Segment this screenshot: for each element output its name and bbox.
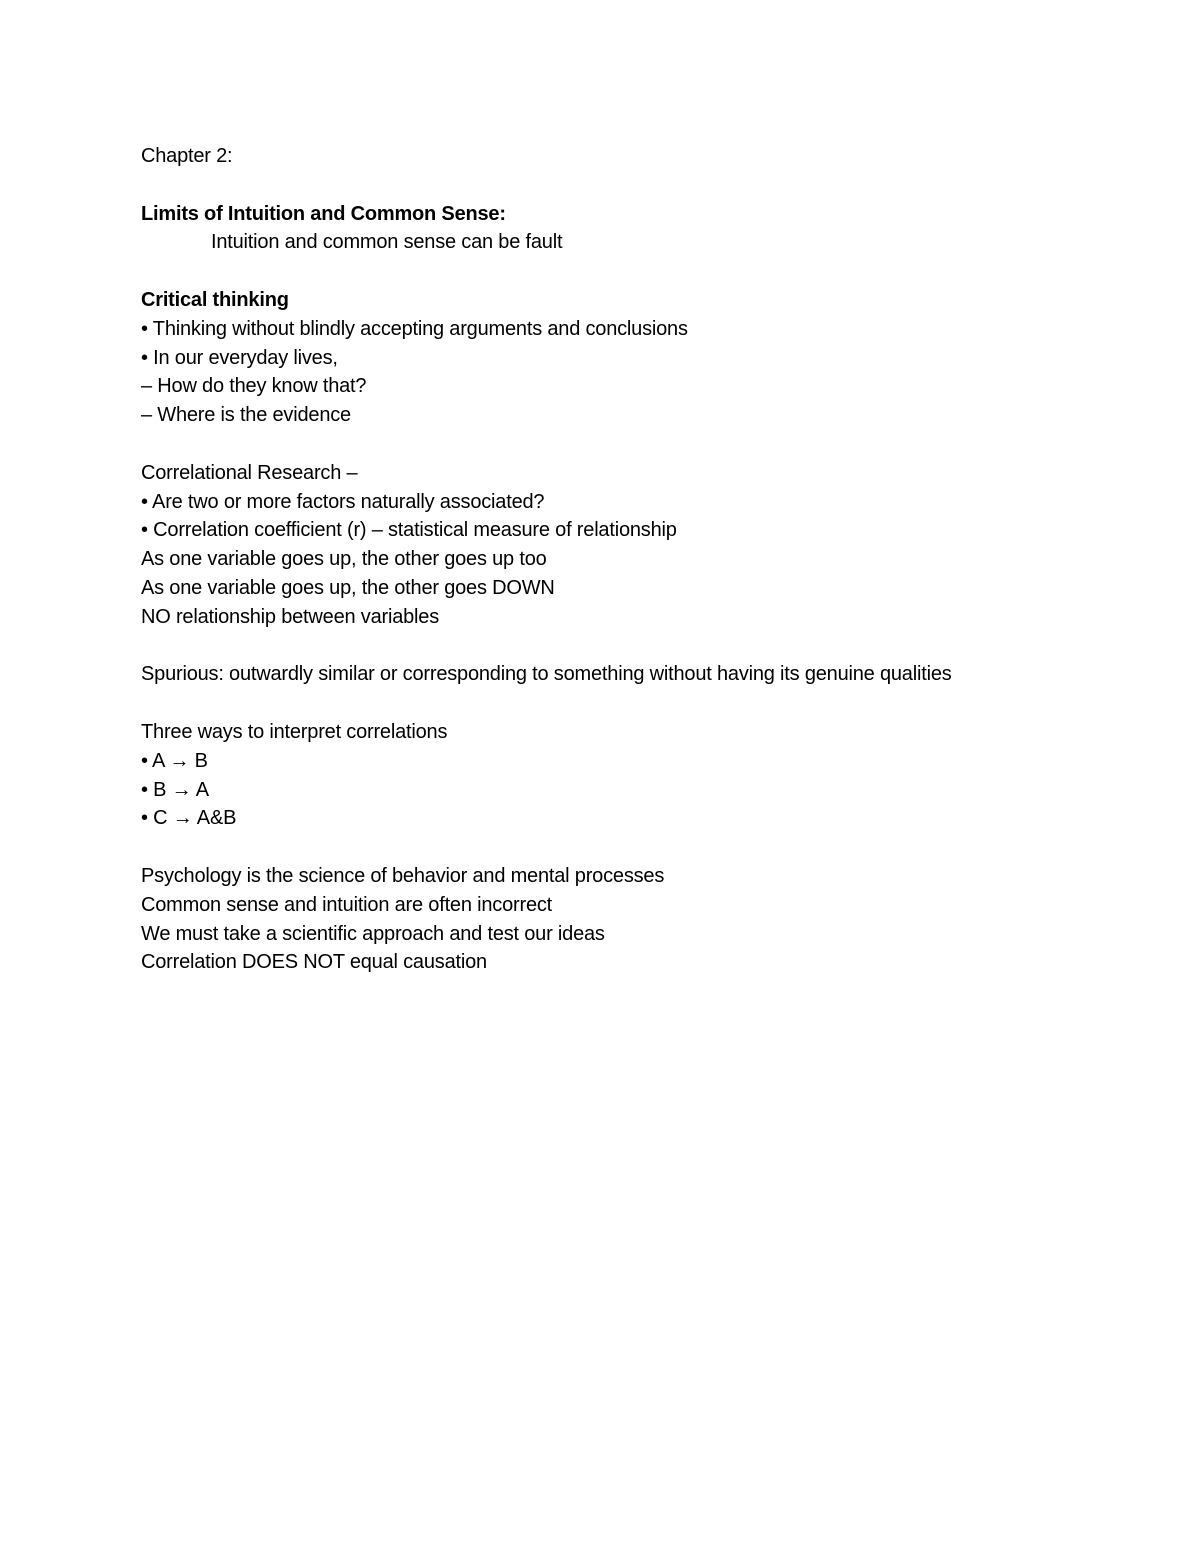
- interpret-heading: Three ways to interpret correlations: [141, 720, 448, 743]
- critical-thinking-line: • In our everyday lives,: [141, 346, 338, 369]
- chapter-title: Chapter 2:: [141, 145, 233, 167]
- spacer: [141, 257, 1141, 286]
- document-body: [141, 142, 1141, 977]
- summary-line: Correlation DOES NOT equal causation: [141, 951, 487, 974]
- critical-thinking-heading: Critical thinking: [141, 288, 289, 311]
- spacer: [141, 689, 1141, 718]
- limits-heading: Limits of Intuition and Common Sense:: [141, 202, 506, 225]
- critical-thinking-line: – How do they know that?: [141, 375, 367, 398]
- spacer: [141, 171, 1141, 200]
- correlational-heading: Correlational Research –: [141, 461, 358, 484]
- summary-line: Common sense and intuition are often incorrect: [141, 893, 553, 916]
- spacer: [141, 833, 1141, 862]
- interpret-line: • A → B: [141, 749, 208, 772]
- summary-line: Psychology is the science of behavior and mental processes: [141, 864, 665, 887]
- interpret-line: • B → A: [141, 778, 209, 801]
- critical-thinking-line: • Thinking without blindly accepting arguments and conclusions: [141, 317, 688, 340]
- correlational-line: • Are two or more factors naturally associated?: [141, 490, 545, 513]
- summary-line: We must take a scientific approach and test our ideas: [141, 922, 605, 945]
- correlational-line: As one variable goes up, the other goes DOWN: [141, 576, 555, 599]
- critical-thinking-line: – Where is the evidence: [141, 404, 351, 427]
- spurious-definition: Spurious: outwardly similar or corresponding to something without having its genuine qualities: [141, 663, 952, 686]
- correlational-line: • Correlation coefficient (r) – statistical measure of relationship: [141, 519, 677, 542]
- interpret-line: • C → A&B: [141, 807, 237, 830]
- spacer: [141, 632, 1141, 661]
- limits-text: Intuition and common sense can be fault: [211, 231, 563, 254]
- spacer: [141, 430, 1141, 459]
- correlational-line: NO relationship between variables: [141, 605, 440, 628]
- correlational-line: As one variable goes up, the other goes up too: [141, 548, 547, 571]
